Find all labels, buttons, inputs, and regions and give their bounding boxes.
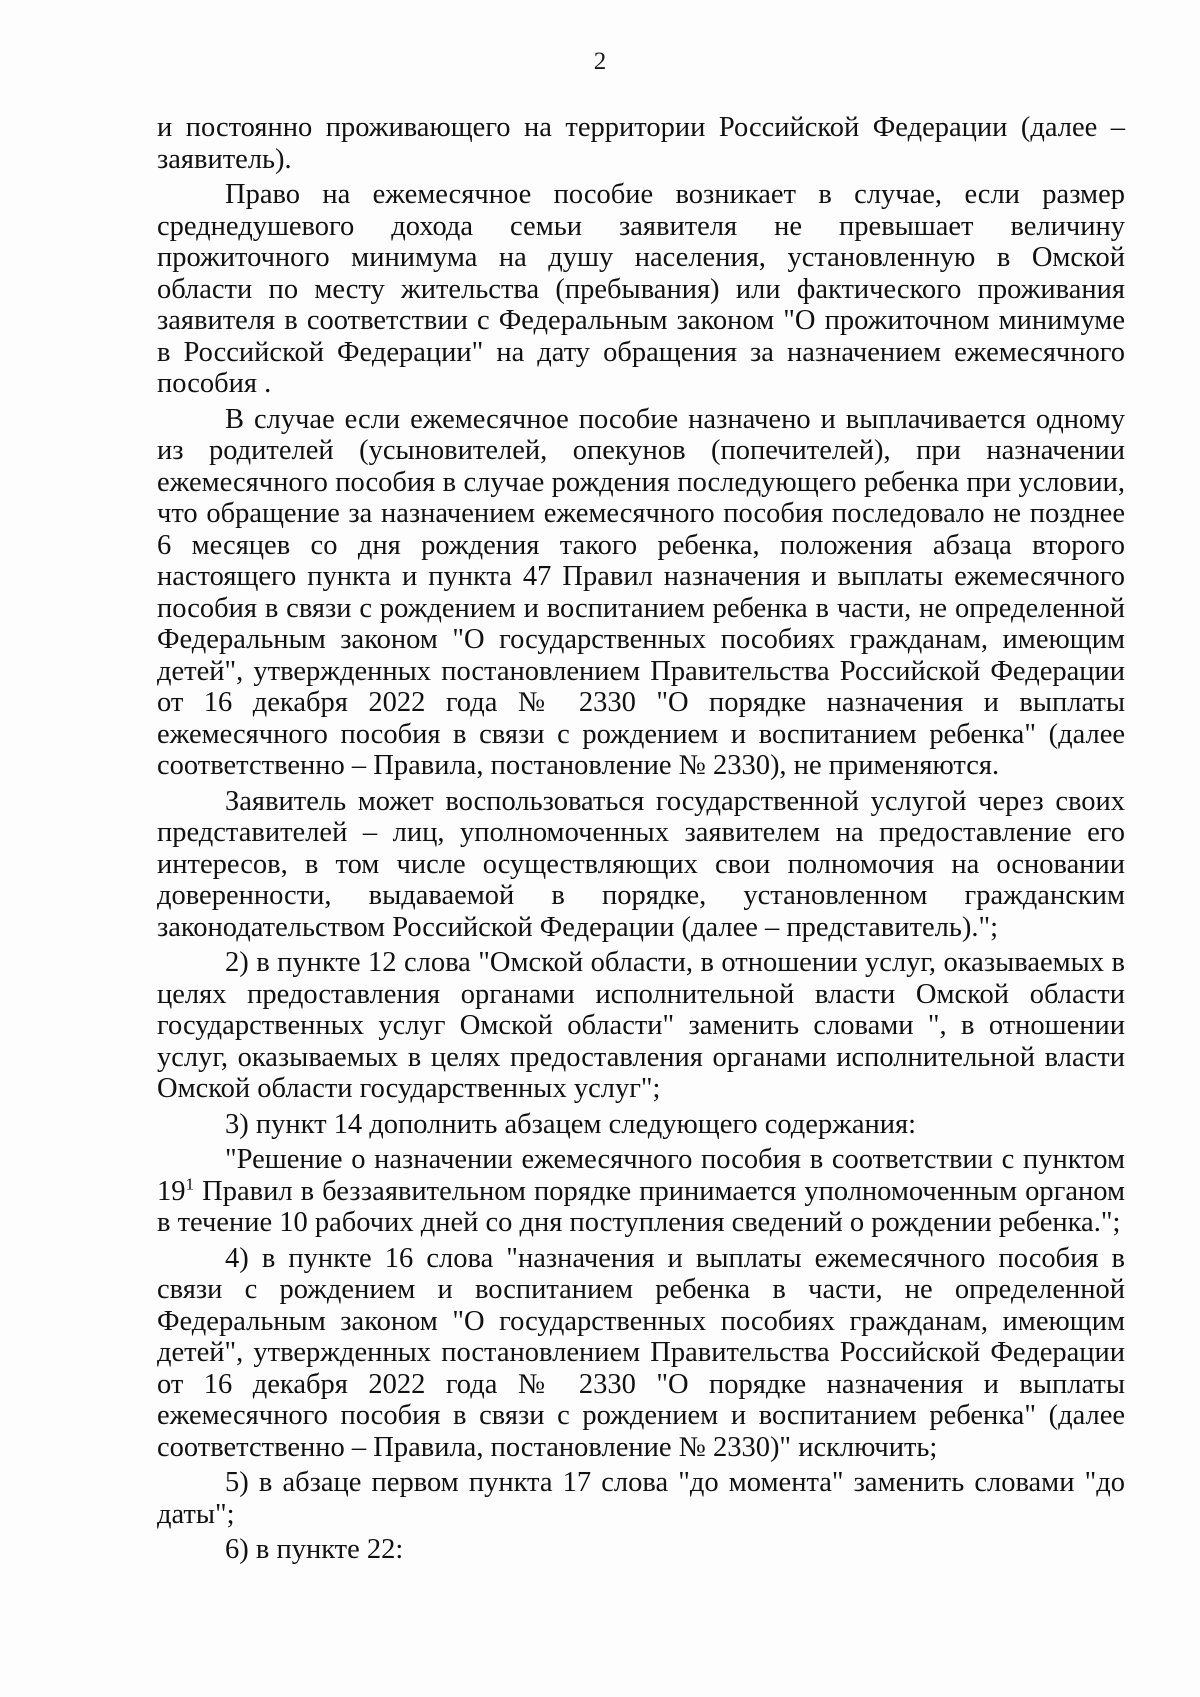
rule-reference [157,1176,194,1207]
paragraph-item-6: 6) в пункте 22: [225,1534,404,1565]
paragraph-item-3: 3) пункт 14 дополнить абзацем следующего содержания: [225,1108,917,1140]
paragraph-right-to-benefit: Право на ежемесячное пособие возникает в случае, если размер среднедушевого дохода семьи заявителя не превышает величину прожиточного минимума на душу населения, установленную в Омской области по месту жительства (пребывания) или фактического проживания заявителя в соответствии с Федеральным законом "О прожиточном минимуме в Российской Федерации" на дату обращения за назначением ежемесячного пособия . [157,179,1125,399]
quoted-decision-end: Правил в беззаявительном порядке принимается уполномоченным органом в течение 10 рабочих дней со дня поступления сведений о рождении ребенка."; [157,1175,1126,1238]
paragraph-continuation: и постоянно проживающего на территории Российской Федерации (далее – заявитель). [157,112,1125,175]
paragraph-item-5: 5) в абзаце первом пункта 17 слова "до момента" заменить словами "до даты"; [157,1467,1125,1530]
paragraph-item-4: 4) в пункте 16 слова "назначения и выплаты ежемесячного пособия в связи с рождением и воспитанием ребенка в части, не определенной Федеральным законом "О государственных пособиях гражданам, имеющим детей", утвержденных постановлением Правительства Российской Федерации от 16 декабря 2022 года № 2330 "О порядке назначения и выплаты ежемесячного пособия в связи с рождением и воспитанием ребенка" (далее соответственно – Правила, постановление № 2330)" исключить; [157,1242,1125,1463]
paragraph-quoted-decision [157,1144,1125,1239]
quoted-decision-start: "Решение о назначении ежемесячного пособия в соответствии с пунктом [225,1144,1125,1175]
rule-reference-superscript: 1 [185,1174,195,1193]
rule-reference-number: 19 [157,1175,186,1207]
paragraph-subsequent-child: В случае если ежемесячное пособие назначено и выплачивается одному из родителей (усыновителей, опекунов (попечителей), при назначении ежемесячного пособия в случае рождения последующего ребенка при условии, что обращение за назначением ежемесячного пособия последовало не позднее 6 месяцев со дня рождения такого ребенка, положения абзаца второго настоящего пункта и пункта 47 Правил назначения и выплаты ежемесячного пособия в связи с рождением и воспитанием ребенка в части, не определенной Федеральным законом "О государственных пособиях гражданам, имеющим детей", утвержденных постановлением Правительства Российской Федерации от 16 декабря 2022 года № 2330 "О порядке назначения и выплаты ежемесячного пособия в связи с рождением и воспитанием ребенка" (далее соответственно – Правила, постановление № 2330), не применяются. [157,403,1125,781]
document-body [157,112,1125,1566]
paragraph-representative: Заявитель может воспользоваться государственной услугой через своих представителей – лиц, уполномоченных заявителем на предоставление его интересов, в том числе осуществляющих свои полномочия на основании доверенности, выдаваемой в порядке, установленном гражданским законодательством Российской Федерации (далее – представитель)."; [157,785,1125,943]
paragraph-item-2: 2) в пункте 12 слова "Омской области, в отношении услуг, оказываемых в целях предоставления органами исполнительной власти Омской области государственных услуг Омской области" заменить словами ", в отношении услуг, оказываемых в целях предоставления органами исполнительной власти Омской области государственных услуг"; [157,947,1125,1104]
page-number: 2 [593,48,607,75]
